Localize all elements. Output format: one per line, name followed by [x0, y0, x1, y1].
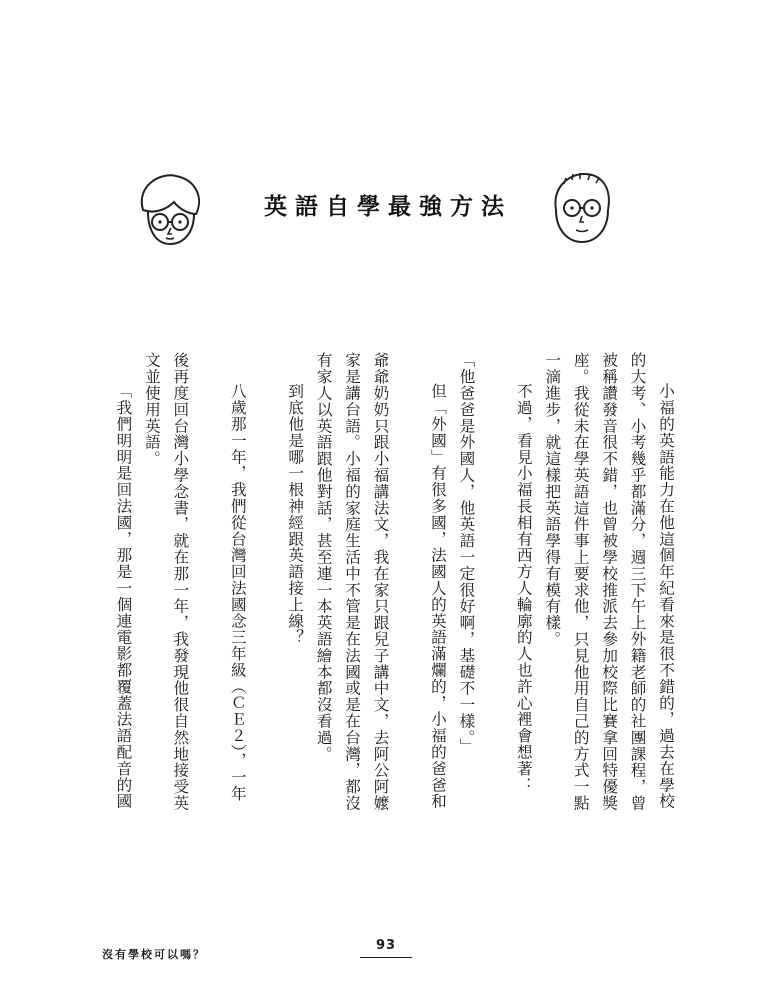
text-column: 但「外國」有很多國，法國人的英語滿爛的，小福的爸爸和	[428, 383, 447, 810]
boy-with-glasses-icon	[546, 170, 616, 248]
text-column: 座。我從未在學英語這件事上要求他，只見他用自己的方式一點	[571, 352, 590, 812]
text-column: 爺爺奶奶只跟小福講法文，我在家只跟兒子講中文，去阿公阿嬤	[371, 352, 390, 812]
running-footer-book-title: 沒有學校可以嗎？	[102, 948, 206, 961]
text-column: 的大考、小考幾乎都滿分，週三下午上外籍老師的社團課程，曾	[628, 352, 647, 812]
text-column: 家是講台語。小福的家庭生活中不管是在法國或是在台灣，都沒	[343, 352, 362, 812]
text-column: 不過，看見小福長相有西方人輪廓的人也許心裡會想著：	[514, 383, 533, 793]
text-column: 有家人以英語跟他對話，甚至連一本英語繪本都沒看過。	[314, 352, 333, 762]
page-number-underline	[360, 957, 412, 958]
text-column: 被稱讚發音很不錯，也曾被學校推派去參加校際比賽拿回特優獎	[600, 352, 619, 812]
girl-with-glasses-icon	[130, 168, 208, 252]
body-text	[80, 352, 680, 872]
text-column: 「我們明明是回法國，那是一個連電影都覆蓋法語配音的國	[114, 383, 133, 810]
text-column: 後再度回台灣小學念書，就在那一年，我發現他很自然地接受英	[171, 352, 190, 812]
text-column: 一滴進步，就這樣把英語學得有模有樣。	[543, 352, 562, 648]
text-column: 到底他是哪一根神經跟英語接上線？	[286, 383, 305, 646]
text-column: 小福的英語能力在他這個年紀看來是很不錯的，過去在學校	[657, 383, 675, 810]
page-number: 93	[375, 938, 397, 953]
text-column: 八歲那一年，我們從台灣回法國念三年級（ＣＥ２），一年	[228, 383, 247, 802]
text-column: 「他爸爸是外國人，他英語一定很好啊，基礎不一樣。」	[457, 352, 476, 755]
chapter-title: 英語自學最強方法	[264, 194, 512, 220]
text-column: 文並使用英語。	[142, 352, 161, 467]
